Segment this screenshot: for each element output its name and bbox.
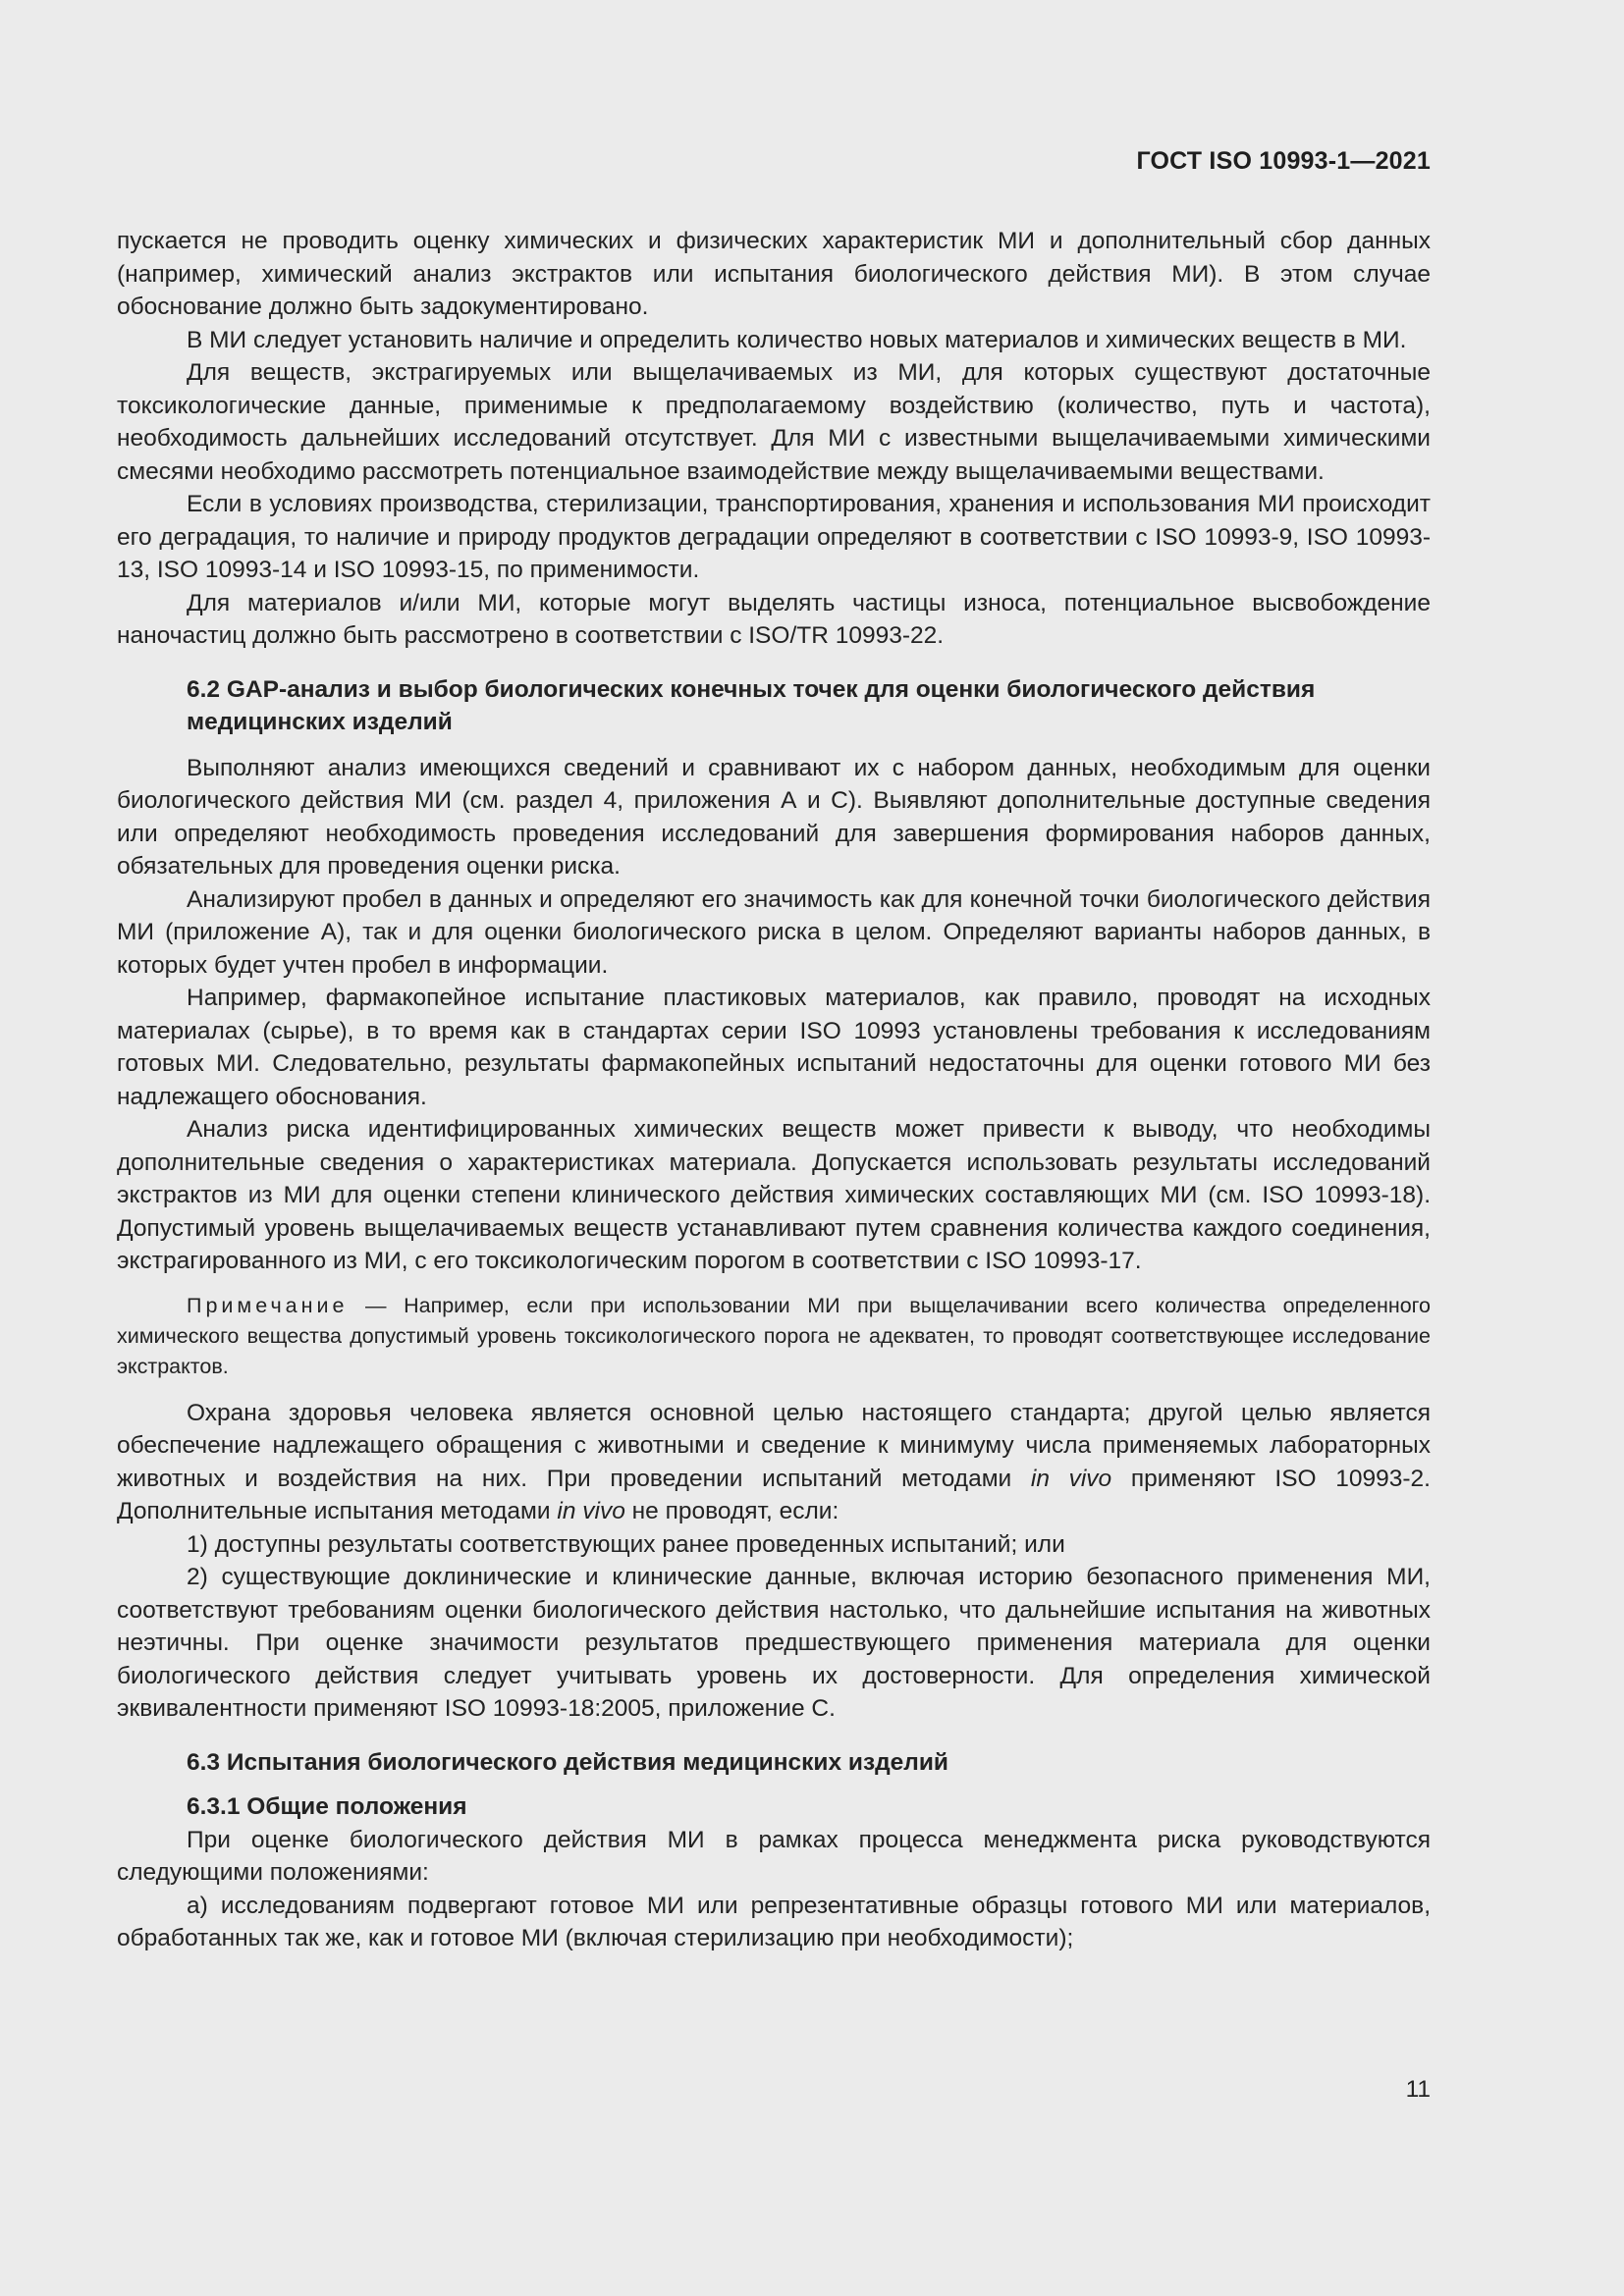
paragraph: Например, фармакопейное испытание пластиковых материалов, как правило, проводят на исходных материалах (сырье), в то время как в стандартах серии ISO 10993 установлены требования к исследованиям готовых МИ. Следовательно, результаты фармакопейных испытаний недостаточны для оценки готового МИ без надлежащего обоснования. [117, 985, 1431, 1110]
section-heading-6-2: 6.2 GAP-анализ и выбор биологических конечных точек для оценки биологического действия медицинских изделий [187, 675, 1316, 735]
subsection-heading-6-3-1: 6.3.1 Общие положения [187, 1793, 467, 1820]
paragraph: Анализ риска идентифицированных химических веществ может привести к выводу, что необходимы дополнительные сведения о характеристиках материала. Допускается использовать результаты исследований экстрактов из МИ для оценки степени клинического действия химических составляющих МИ (см. ISO 10993-18). Допустимый уровень выщелачиваемых веществ устанавливают путем сравнения количества каждого соединения, экстрагированного из МИ, с его токсикологическим порогом в соответствии с ISO 10993-17. [117, 1116, 1431, 1274]
list-item: 2) существующие доклинические и клинические данные, включая историю безопасного применения МИ, соответствуют требованиям оценки биологического действия настолько, что дальнейшие испытания на животных неэтичны. При оценке значимости результатов предшествующего применения материала для оценки биологического действия следует учитывать уровень их достоверности. Для определения химической эквивалентности применяют ISO 10993-18:2005, приложение С. [117, 1564, 1431, 1722]
paragraph: Выполняют анализ имеющихся сведений и сравнивают их с набором данных, необходимым для оценки биологического действия МИ (см. раздел 4, приложения А и С). Выявляют дополнительные доступные сведения или определяют необходимость проведения исследований для завершения формирования наборов данных, обязательных для проведения оценки риска. [117, 754, 1431, 880]
paragraph: пускается не проводить оценку химических и физических характеристик МИ и дополнительный сбор данных (например, химический анализ экстрактов или испытания биологического действия МИ). В этом случае обоснование должно быть задокументировано. [117, 228, 1431, 320]
note-label: Примечание [187, 1293, 349, 1317]
note [117, 1291, 1431, 1382]
list-item: 1) доступны результаты соответствующих ранее проведенных испытаний; или [187, 1530, 1065, 1558]
paragraph: Для материалов и/или МИ, которые могут выделять частицы износа, потенциальное высвобождение наночастиц должно быть рассмотрено в соответствии с ISO/TR 10993-22. [117, 589, 1431, 649]
section-heading-6-3: 6.3 Испытания биологического действия медицинских изделий [187, 1748, 948, 1776]
text-run: применяют ISO 10993-2. Дополнительные испытания методами [117, 1465, 1431, 1524]
italic-term: in vivo [1030, 1465, 1112, 1492]
paragraph: Если в условиях производства, стерилизации, транспортирования, хранения и использования МИ происходит его деградация, то наличие и природу продуктов деградации определяют в соответствии с ISO 10993-9, ISO 10993-13, ISO 10993-14 и ISO 10993-15, по применимости. [117, 491, 1431, 583]
page-number: 11 [1405, 2076, 1431, 2103]
document-body [117, 225, 1431, 1955]
paragraph: При оценке биологического действия МИ в рамках процесса менеджмента риска руководствуются следующими положениями: [117, 1826, 1431, 1886]
text-run: Охрана здоровья человека является основной целью настоящего стандарта; другой целью является обеспечение надлежащего обращения с животными и сведение к минимуму числа применяемых лабораторных животных и воздействия на них. При проведении испытаний методами [117, 1399, 1431, 1492]
paragraph [117, 1397, 1431, 1528]
list-item: а) исследованиям подвергают готовое МИ или репрезентативные образцы готового МИ или материалов, обработанных так же, как и готовое МИ (включая стерилизацию при необходимости); [117, 1892, 1431, 1951]
paragraph: Анализируют пробел в данных и определяют его значимость как для конечной точки биологического действия МИ (приложение А), так и для оценки биологического риска в целом. Определяют варианты наборов данных, в которых будет учтен пробел в информации. [117, 885, 1431, 979]
text-run: не проводят, если: [624, 1498, 839, 1524]
document-header: ГОСТ ISO 10993-1—2021 [1136, 147, 1431, 175]
note-text: — Например, если при использовании МИ при выщелачивании всего количества определенного химического вещества допустимый уровень токсикологического порога не адекватен, то проводят соответствующее исследование экстрактов. [117, 1293, 1431, 1378]
italic-term: in vivo [557, 1498, 625, 1524]
paragraph: В МИ следует установить наличие и определить количество новых материалов и химических веществ в МИ. [187, 326, 1407, 353]
paragraph: Для веществ, экстрагируемых или выщелачиваемых из МИ, для которых существуют достаточные токсикологические данные, применимые к предполагаемому воздействию (количество, путь и частота), необходимость дальнейших исследований отсутствует. Для МИ с известными выщелачиваемыми химическими смесями необходимо рассмотреть потенциальное взаимодействие между выщелачиваемыми веществами. [117, 359, 1431, 485]
